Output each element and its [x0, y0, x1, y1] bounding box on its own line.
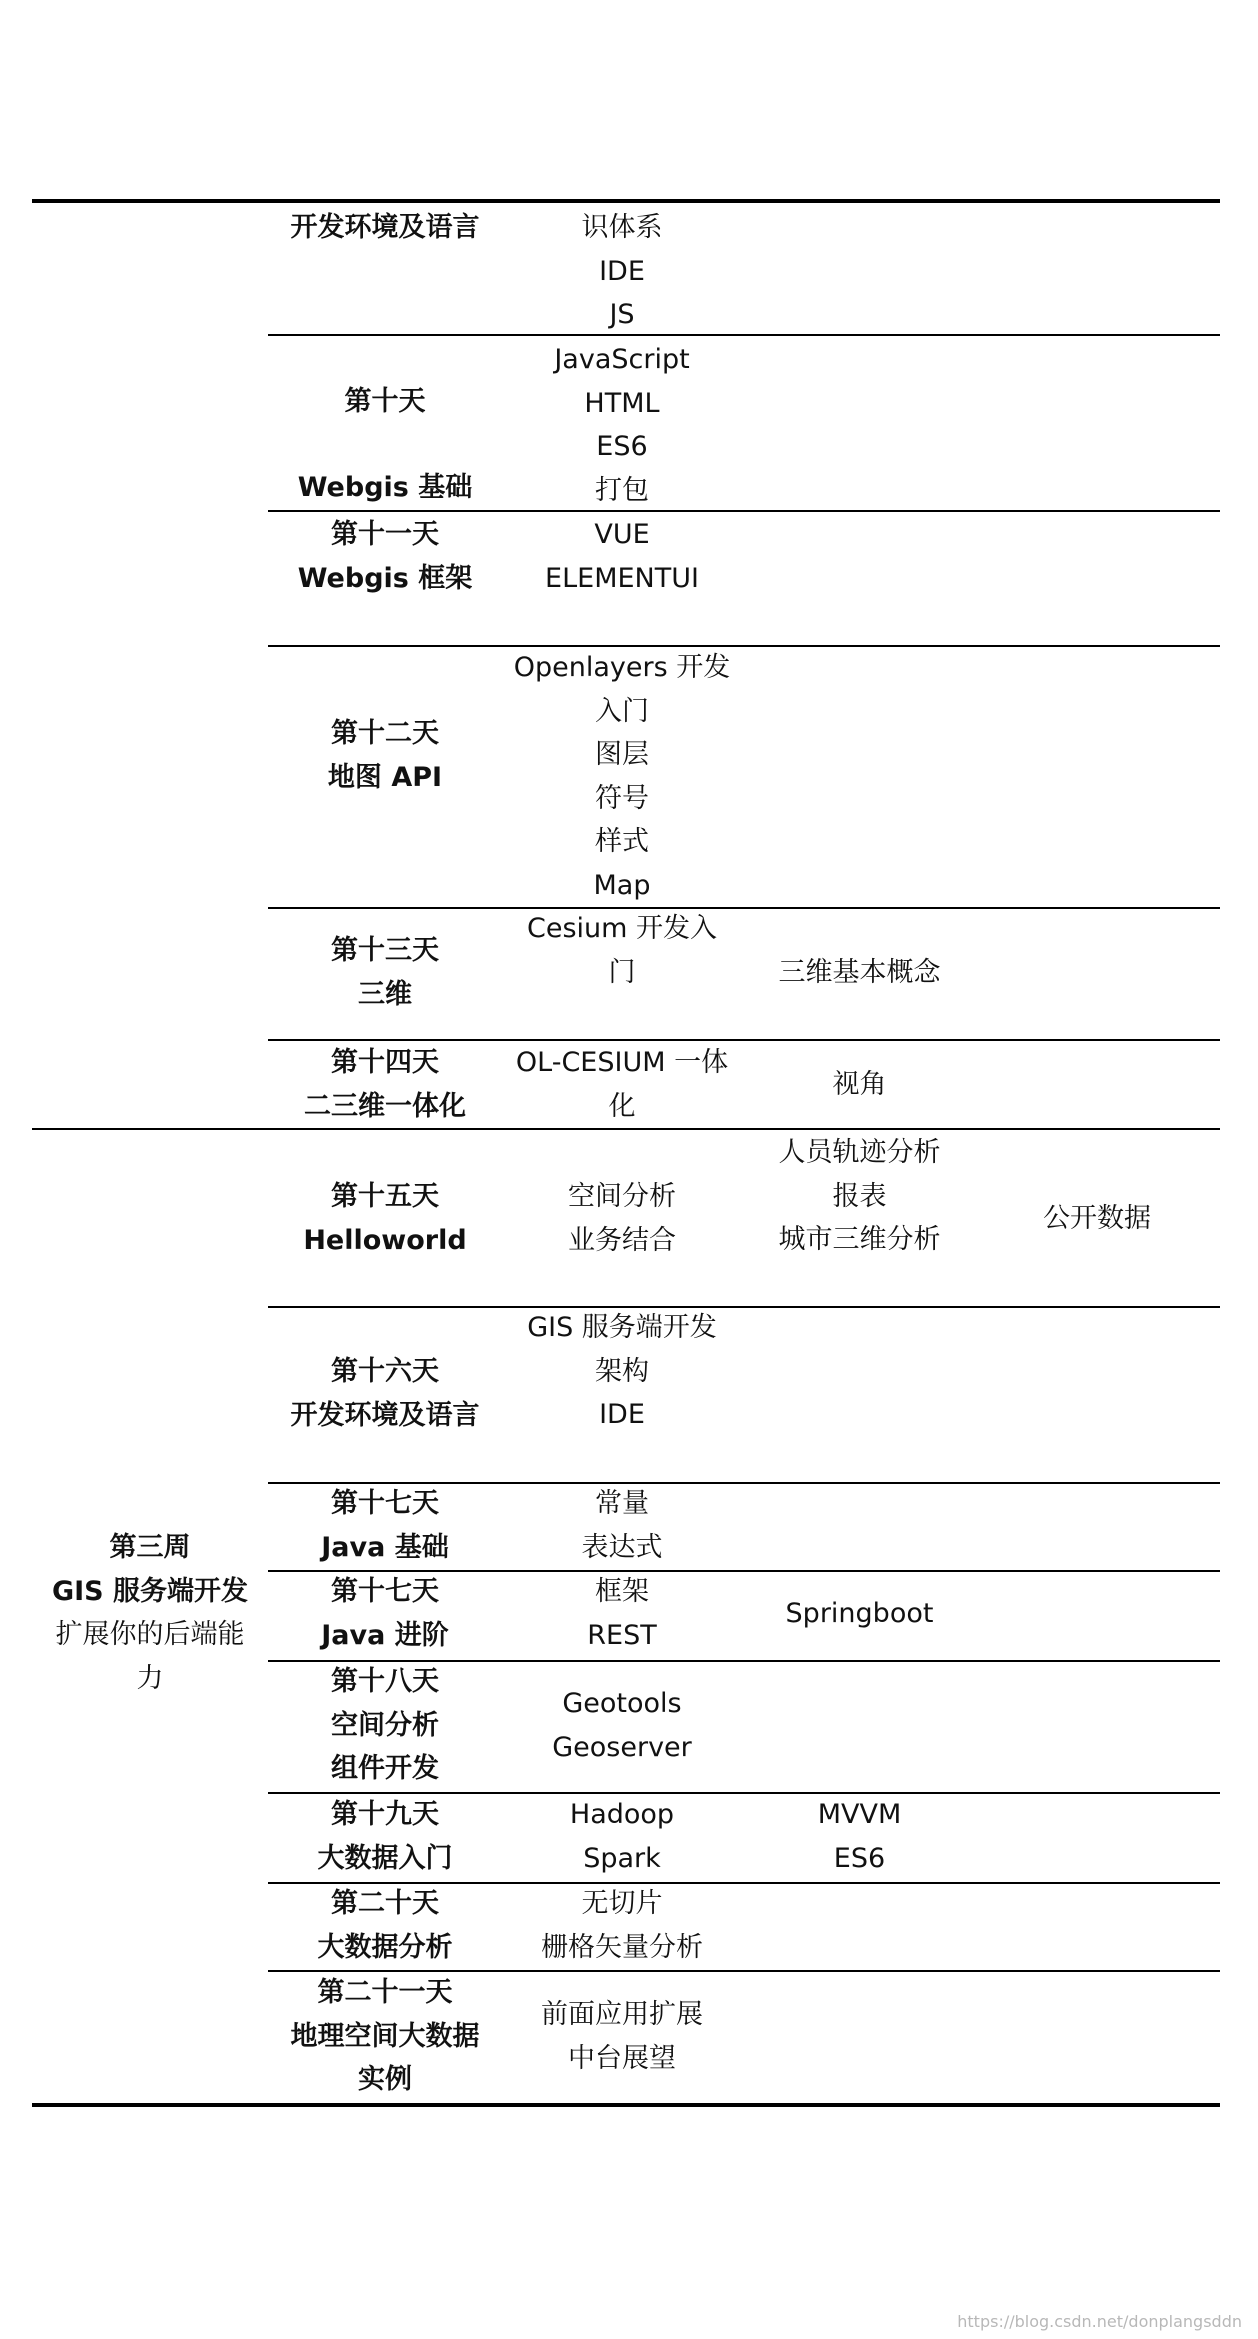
- topic-cell: Cesium 开发入 门: [526, 913, 718, 988]
- day-cell: 第十九天 大数据入门: [317, 1799, 453, 1874]
- table-top-border: [32, 199, 1220, 203]
- topic-cell: JavaScript HTML ES6 打包: [554, 344, 690, 506]
- topic-cell: Geotools Geoserver: [552, 1688, 692, 1763]
- extra-cell: 人员轨迹分析 报表 城市三维分析: [778, 1137, 941, 1255]
- extra-cell: 三维基本概念: [778, 957, 941, 988]
- day-cell: 第十天 Webgis 基础: [297, 386, 473, 503]
- row-divider: [268, 907, 1220, 909]
- extra-cell: MVVM ES6: [817, 1799, 902, 1874]
- day-cell: 第十三天 三维: [331, 935, 439, 1010]
- row-divider: [268, 334, 1220, 336]
- day-cell: 第十六天 开发环境及语言: [290, 1356, 480, 1431]
- week-label: [32, 1526, 268, 1700]
- topic-cell: GIS 服务端开发 架构 IDE: [527, 1312, 717, 1430]
- week-title: 第三周: [109, 1532, 191, 1563]
- extra-cell: Springboot: [785, 1598, 934, 1629]
- topic-cell: 前面应用扩展 中台展望: [541, 1999, 703, 2074]
- week-divider: [32, 1128, 1220, 1130]
- week-subtitle: GIS 服务端开发: [51, 1575, 249, 1607]
- table-bottom-border: [32, 2103, 1220, 2107]
- day-cell: 第二十一天 地理空间大数据 实例: [290, 1977, 480, 2095]
- topic-cell: VUE ELEMENTUI: [545, 519, 699, 594]
- topic-cell: 识体系 IDE JS: [581, 212, 663, 330]
- day-cell: 第十一天 Webgis 框架: [297, 519, 473, 594]
- topic-cell: 常量 表达式: [581, 1488, 663, 1563]
- watermark: https://blog.csdn.net/donplangsddn: [957, 2312, 1242, 2331]
- extra2-cell: 公开数据: [1043, 1203, 1151, 1234]
- week-desc-line1: 扩展你的后端能: [55, 1619, 245, 1650]
- extra-cell: 视角: [832, 1069, 887, 1100]
- topic-cell: 空间分析 业务结合: [568, 1181, 676, 1256]
- day-cell: 第十七天 Java 进阶: [321, 1576, 449, 1651]
- topic-cell: 无切片 栅格矢量分析: [541, 1888, 703, 1963]
- day-cell: 第十七天 Java 基础: [321, 1488, 449, 1563]
- day-cell: 开发环境及语言: [290, 212, 480, 243]
- row-divider: [268, 645, 1220, 647]
- day-cell: 第十八天 空间分析 组件开发: [331, 1666, 439, 1784]
- week-desc-line2: 力: [136, 1662, 164, 1694]
- topic-cell: OL-CESIUM 一体 化: [515, 1047, 729, 1122]
- day-cell: 第十五天 Helloworld: [303, 1181, 467, 1256]
- row-divider: [268, 1306, 1220, 1308]
- day-cell: 第二十天 大数据分析: [317, 1888, 453, 1963]
- day-cell: 第十二天 地图 API: [327, 718, 443, 793]
- topic-cell: Hadoop Spark: [569, 1799, 675, 1874]
- day-cell: 第十四天 二三维一体化: [304, 1047, 466, 1122]
- topic-cell: 框架 REST: [587, 1576, 657, 1651]
- topic-cell: Openlayers 开发 入门 图层 符号 样式 Map: [513, 652, 731, 901]
